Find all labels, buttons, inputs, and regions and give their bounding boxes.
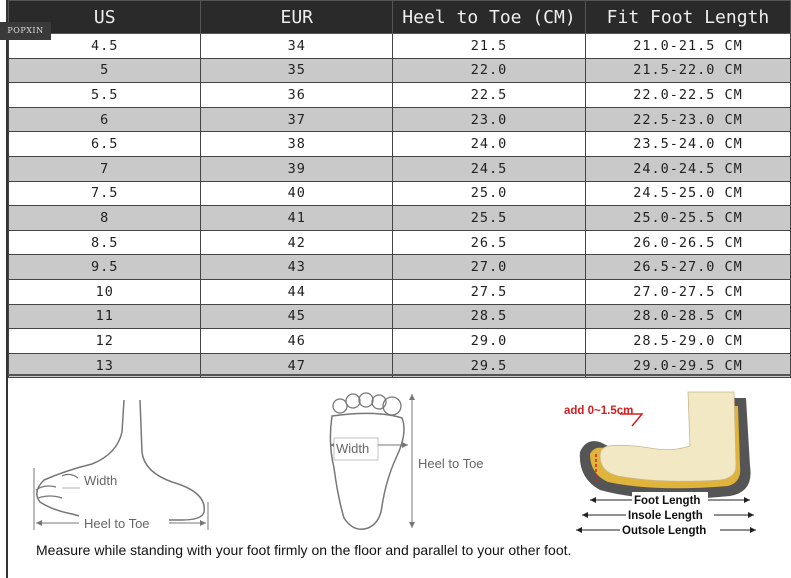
cell-us: 6.5	[9, 132, 201, 157]
cell-fit-foot-length: 22.0-22.5 CM	[585, 83, 790, 108]
cell-heel-to-toe: 21.5	[393, 34, 586, 59]
cell-heel-to-toe: 25.5	[393, 206, 586, 231]
cell-heel-to-toe: 29.5	[393, 353, 586, 378]
cell-eur: 41	[201, 206, 393, 231]
cell-fit-foot-length: 29.0-29.5 CM	[585, 353, 790, 378]
table-row	[9, 83, 791, 108]
cell-us: 5.5	[9, 83, 201, 108]
cell-fit-foot-length: 24.0-24.5 CM	[585, 156, 790, 181]
cell-eur: 40	[201, 181, 393, 206]
add-allowance-label: add 0~1.5cm	[564, 405, 634, 417]
brand-watermark: POPXIN	[0, 22, 51, 40]
size-chart-table	[8, 0, 791, 378]
header-eur: EUR	[201, 1, 393, 34]
insole-length-label: Insole Length	[628, 510, 703, 522]
table-row	[9, 156, 791, 181]
cell-us: 7.5	[9, 181, 201, 206]
cell-eur: 43	[201, 255, 393, 280]
sole-diagram	[316, 388, 516, 538]
table-header-row	[9, 1, 791, 34]
table-row	[9, 255, 791, 280]
header-us: US	[9, 1, 201, 34]
table-row	[9, 230, 791, 255]
cell-fit-foot-length: 22.5-23.0 CM	[585, 107, 790, 132]
cell-us: 9.5	[9, 255, 201, 280]
cell-heel-to-toe: 27.0	[393, 255, 586, 280]
cell-eur: 37	[201, 107, 393, 132]
cell-us: 5	[9, 58, 201, 83]
table-row	[9, 304, 791, 329]
sole-width-label: Width	[336, 441, 370, 456]
sole-outline-icon	[330, 413, 404, 529]
cell-heel-to-toe: 27.5	[393, 279, 586, 304]
cell-us: 12	[9, 329, 201, 354]
cell-eur: 42	[201, 230, 393, 255]
table-row	[9, 329, 791, 354]
table-row	[9, 107, 791, 132]
cell-heel-to-toe: 25.0	[393, 181, 586, 206]
table-row	[9, 34, 791, 59]
cell-fit-foot-length: 24.5-25.0 CM	[585, 181, 790, 206]
cell-eur: 45	[201, 304, 393, 329]
cell-eur: 36	[201, 83, 393, 108]
foot-outline-icon	[37, 400, 204, 520]
table-row	[9, 58, 791, 83]
cell-fit-foot-length: 26.5-27.0 CM	[585, 255, 790, 280]
side-foot-diagram	[22, 392, 222, 542]
cell-fit-foot-length: 21.5-22.0 CM	[585, 58, 790, 83]
cell-heel-to-toe: 22.0	[393, 58, 586, 83]
cell-heel-to-toe: 26.5	[393, 230, 586, 255]
cell-us: 4.5	[9, 34, 201, 59]
outsole-length-label: Outsole Length	[622, 525, 707, 537]
cell-heel-to-toe: 28.5	[393, 304, 586, 329]
cell-heel-to-toe: 22.5	[393, 83, 586, 108]
table-row	[9, 181, 791, 206]
cell-us: 8.5	[9, 230, 201, 255]
side-length-label: Heel to Toe	[84, 516, 150, 531]
cell-eur: 38	[201, 132, 393, 157]
cell-us: 11	[9, 304, 201, 329]
cell-eur: 35	[201, 58, 393, 83]
cell-heel-to-toe: 23.0	[393, 107, 586, 132]
cell-eur: 34	[201, 34, 393, 59]
cell-heel-to-toe: 24.5	[393, 156, 586, 181]
table-row	[9, 206, 791, 231]
measurement-caption: Measure while standing with your foot firmly on the floor and parallel to your other foot.	[36, 542, 572, 558]
cell-fit-foot-length: 27.0-27.5 CM	[585, 279, 790, 304]
cell-us: 7	[9, 156, 201, 181]
cell-eur: 47	[201, 353, 393, 378]
cell-eur: 46	[201, 329, 393, 354]
cell-fit-foot-length: 21.0-21.5 CM	[585, 34, 790, 59]
shoe-diagram	[560, 388, 760, 540]
table-row	[9, 132, 791, 157]
cell-fit-foot-length: 23.5-24.0 CM	[585, 132, 790, 157]
cell-heel-to-toe: 29.0	[393, 329, 586, 354]
cell-eur: 44	[201, 279, 393, 304]
cell-heel-to-toe: 24.0	[393, 132, 586, 157]
cell-us: 10	[9, 279, 201, 304]
cell-fit-foot-length: 28.0-28.5 CM	[585, 304, 790, 329]
sole-length-label: Heel to Toe	[418, 456, 484, 471]
divider	[8, 374, 791, 376]
table-row	[9, 279, 791, 304]
cell-fit-foot-length: 25.0-25.5 CM	[585, 206, 790, 231]
header-fit-foot-length: Fit Foot Length	[585, 1, 790, 34]
cell-us: 8	[9, 206, 201, 231]
cell-fit-foot-length: 28.5-29.0 CM	[585, 329, 790, 354]
cell-eur: 39	[201, 156, 393, 181]
side-width-label: Width	[84, 473, 118, 488]
cell-us: 6	[9, 107, 201, 132]
header-heel-to-toe: Heel to Toe (CM)	[393, 1, 586, 34]
foot-length-label: Foot Length	[634, 495, 701, 507]
cell-fit-foot-length: 26.0-26.5 CM	[585, 230, 790, 255]
cell-us: 13	[9, 353, 201, 378]
